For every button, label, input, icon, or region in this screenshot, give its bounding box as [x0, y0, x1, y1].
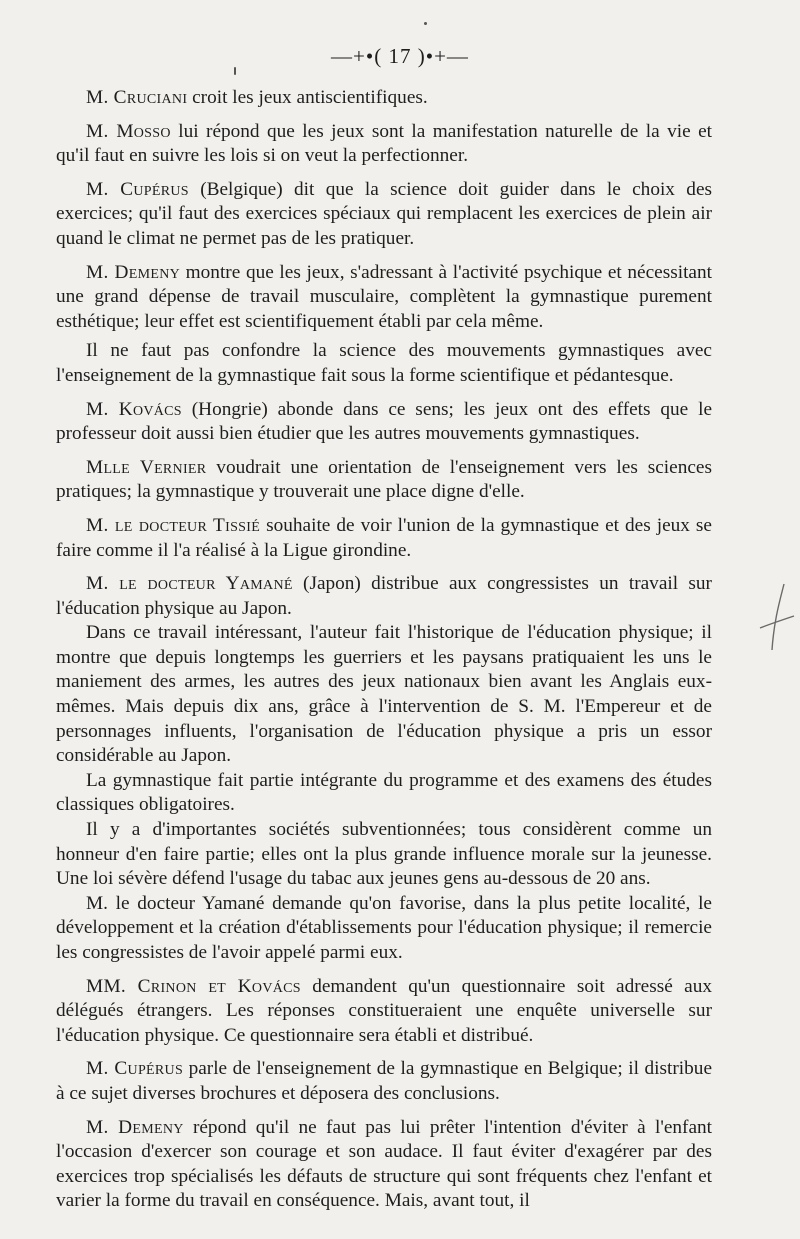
speaker-name: M. Mosso: [86, 120, 171, 142]
margin-pencil-mark: [756, 580, 796, 660]
speaker-name: M. Cupérus: [86, 178, 189, 200]
paper-speck: [234, 67, 236, 75]
paragraph-text: répond qu'il ne faut pas lui prêter l'intention d'éviter à l'enfant l'occasion d'exercer son courage et son audace. Il faut éviter d'exagérer par des exercices trop spécialisés les défauts de structure qui sont fréquents chez l'enfant et varier la forme du travail en conséquence. Mais, avant tout, il: [56, 1116, 712, 1212]
paragraph-demeny-1: [56, 261, 712, 335]
speaker-name: MM. Crinon et Kovács: [86, 975, 301, 997]
paragraph-text: (Belgique) dit que la science doit guider dans le choix des exercices; qu'il faut des exercices spéciaux qui remplacent les exercices de plein air quand le climat ne permet pas de les pratiquer.: [56, 178, 712, 249]
paragraph-text: (Hongrie) abonde dans ce sens; les jeux ont des effets que le professeur doit aussi bien étudier que les autres mouvements gymnastiques.: [56, 398, 712, 445]
paragraph-tissie: [56, 514, 712, 563]
paragraph-gymnastique: [56, 769, 712, 818]
paragraph-text: Il ne faut pas confondre la science des mouvements gymnastiques avec l'enseignement de la gymnastique fait sous la forme scientifique et pédantesque.: [56, 340, 712, 386]
paragraph-text: parle de l'enseignement de la gymnastique en Belgique; il distribue à ce sujet diverses brochures et déposera des conclusions.: [56, 1058, 713, 1104]
paragraph-text: M. le docteur Yamané demande qu'on favorise, dans la plus petite localité, le développement et la création d'établissements pour l'éducation physique; il remercie les congressistes de l'avoir appelé parmi eux.: [56, 892, 712, 963]
paper-speck: [424, 22, 427, 25]
speaker-name: Mlle Vernier: [86, 456, 207, 478]
paragraph-text: La gymnastique fait partie intégrante du programme et des examens des études classiques obligatoires.: [56, 769, 712, 816]
body-text: [56, 86, 712, 1214]
paragraph-cuperus-2: [56, 1057, 712, 1106]
speaker-name: M. Kovács: [86, 398, 182, 420]
speaker-name: M. Cruciani: [86, 87, 188, 108]
paragraph-text: montre que les jeux, s'adressant à l'activité psychique et nécessitant une grand dépense de travail musculaire, complètent la gymnastique purement esthétique; leur effet est scientifiquement établi par cela même.: [56, 261, 712, 332]
paragraph-cuperus-1: [56, 178, 712, 252]
paragraph-text: demandent qu'un questionnaire soit adressé aux délégués étrangers. Les réponses constitueraient une enquête universelle sur l'éducation physique. Ce questionnaire sera établi et distribué.: [56, 975, 712, 1046]
paragraph-kovacs: [56, 398, 712, 447]
paragraph-text: souhaite de voir l'union de la gymnastique et des jeux se faire comme il l'a réalisé à la Ligue girondine.: [56, 514, 712, 561]
paragraph-demeny-2: [56, 1116, 712, 1214]
speaker-name: M. le docteur Yamané: [86, 573, 293, 595]
paragraph-crinon-kovacs: [56, 975, 712, 1049]
speaker-name: M. Cupérus: [86, 1058, 184, 1080]
page-number: —+•( 17 )•+—: [331, 44, 469, 68]
paragraph-societes: [56, 818, 712, 892]
paragraph-text: (Japon) distribue aux congressistes un travail sur l'éducation physique au Japon.: [56, 573, 712, 619]
paragraph-vernier: [56, 456, 712, 505]
paragraph-science: [56, 339, 712, 388]
paragraph-cruciani: [56, 86, 712, 111]
speaker-name: M. Demeny: [86, 1116, 184, 1138]
paragraph-text: Il y a d'importantes sociétés subventionnées; tous considèrent comme un honneur d'en faire partie; elles ont la plus grande influence morale sur la jeunesse. Une loi sévère défend l'usage du tabac aux jeunes gens au-dessous de 20 ans.: [56, 819, 712, 890]
speaker-name: M. Demeny: [86, 261, 181, 283]
paragraph-yamane-1: [56, 572, 712, 621]
paragraph-text: croit les jeux antiscientifiques.: [187, 87, 428, 108]
speaker-name: M. le docteur Tissié: [86, 514, 261, 536]
paragraph-yamane-2: [56, 892, 712, 966]
paragraph-text: Dans ce travail intéressant, l'auteur fait l'historique de l'éducation physique; il montre que depuis longtemps les guerriers et les paysans pratiquaient les uns le maniement des armes, les autres des jeux nationaux bien avant les Anglais eux-mêmes. Mais depuis dix ans, grâce à l'intervention de S. M. l'Empereur et de personnages influents, l'organisation de l'éducation physique a pris un essor considérable au Japon.: [56, 622, 712, 767]
paragraph-travail: [56, 621, 712, 769]
paragraph-mosso: [56, 120, 712, 169]
paragraph-text: voudrait une orientation de l'enseignement vers les sciences pratiques; la gymnastique y trouverait une place digne d'elle.: [56, 456, 712, 503]
paragraph-text: lui répond que les jeux sont la manifestation naturelle de la vie et qu'il faut en suivre les lois si on veut la perfectionner.: [56, 120, 713, 167]
